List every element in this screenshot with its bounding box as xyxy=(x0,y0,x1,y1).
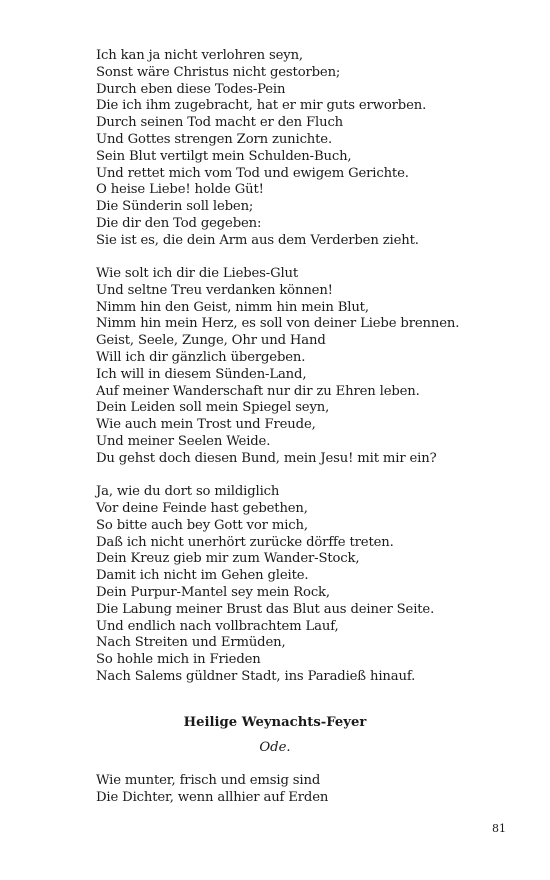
poem-title: Heilige Weynachts-Feyer xyxy=(183,715,367,730)
verse-line: Ja, wie du dort so mildiglich xyxy=(96,484,280,500)
verse-line: Und Gottes strengen Zorn zunichte. xyxy=(96,131,332,147)
verse-line: Und seltne Treu verdanken können! xyxy=(96,282,333,298)
stanza-2 xyxy=(96,266,476,468)
verse-line: Daß ich nicht unerhört zurücke dörffe treten. xyxy=(96,534,394,550)
verse-line: Will ich dir gänzlich übergeben. xyxy=(96,350,306,366)
verse-line: Dein Kreuz gieb mir zum Wander-Stock, xyxy=(96,551,360,567)
verse-line: Die Sünderin soll leben; xyxy=(96,199,254,215)
verse-line: Und meiner Seelen Weide. xyxy=(96,434,271,450)
verse-line: Und rettet mich vom Tod und ewigem Gerichte. xyxy=(96,165,409,181)
verse-line: Durch seinen Tod macht er den Fluch xyxy=(96,115,344,131)
verse-line: Vor deine Feinde hast gebethen, xyxy=(96,500,308,516)
verse-line: Nimm hin mein Herz, es soll von deiner Liebe brennen. xyxy=(96,316,460,332)
stanza-next-poem xyxy=(96,773,476,807)
verse-line: So bitte auch bey Gott vor mich, xyxy=(96,517,308,533)
verse-line: Damit ich nicht im Gehen gleite. xyxy=(96,568,309,584)
verse-line: O heise Liebe! holde Güt! xyxy=(96,182,264,198)
verse-line: Die Labung meiner Brust das Blut aus deiner Seite. xyxy=(96,601,435,617)
verse-line: Sein Blut vertilgt mein Schulden-Buch, xyxy=(96,148,352,164)
verse-line: Sonst wäre Christus nicht gestorben; xyxy=(96,64,341,80)
verse-line: Die dir den Tod gegeben: xyxy=(96,215,262,231)
verse-line: Wie auch mein Trost und Freude, xyxy=(96,417,316,433)
verse-line: Nach Salems güldner Stadt, ins Paradieß hinauf. xyxy=(96,668,416,684)
verse-line: Dein Purpur-Mantel sey mein Rock, xyxy=(96,584,330,600)
stanza-1 xyxy=(96,48,476,250)
verse-line: Ich will in diesem Sünden-Land, xyxy=(96,366,307,382)
verse-line: Nach Streiten und Ermüden, xyxy=(96,635,286,651)
verse-line: Die Dichter, wenn allhier auf Erden xyxy=(96,789,329,805)
verse-line: Sie ist es, die dein Arm aus dem Verderben zieht. xyxy=(96,232,419,248)
verse-line: Die ich ihm zugebracht, hat er mir guts erworben. xyxy=(96,98,427,114)
verse-line: Geist, Seele, Zunge, Ohr und Hand xyxy=(96,333,326,349)
verse-line: Du gehst doch diesen Bund, mein Jesu! mit mir ein? xyxy=(96,450,437,466)
verse-line: Wie munter, frisch und emsig sind xyxy=(96,773,321,788)
page-number: 81 xyxy=(492,822,506,835)
verse-line: Wie solt ich dir die Liebes-Glut xyxy=(96,266,299,282)
verse-line: Ich kan ja nicht verlohren seyn, xyxy=(96,48,303,63)
verse-line: So hohle mich in Frieden xyxy=(96,652,261,668)
verse-line: Und endlich nach vollbrachtem Lauf, xyxy=(96,618,339,634)
poem-body xyxy=(96,48,476,702)
verse-line: Nimm hin den Geist, nimm hin mein Blut, xyxy=(96,299,369,315)
poem-subtitle: Ode. xyxy=(259,740,291,755)
stanza-3 xyxy=(96,484,476,686)
verse-line: Durch eben diese Todes-Pein xyxy=(96,81,286,97)
verse-line: Auf meiner Wanderschaft nur dir zu Ehren leben. xyxy=(96,383,420,399)
verse-line: Dein Leiden soll mein Spiegel seyn, xyxy=(96,400,330,416)
